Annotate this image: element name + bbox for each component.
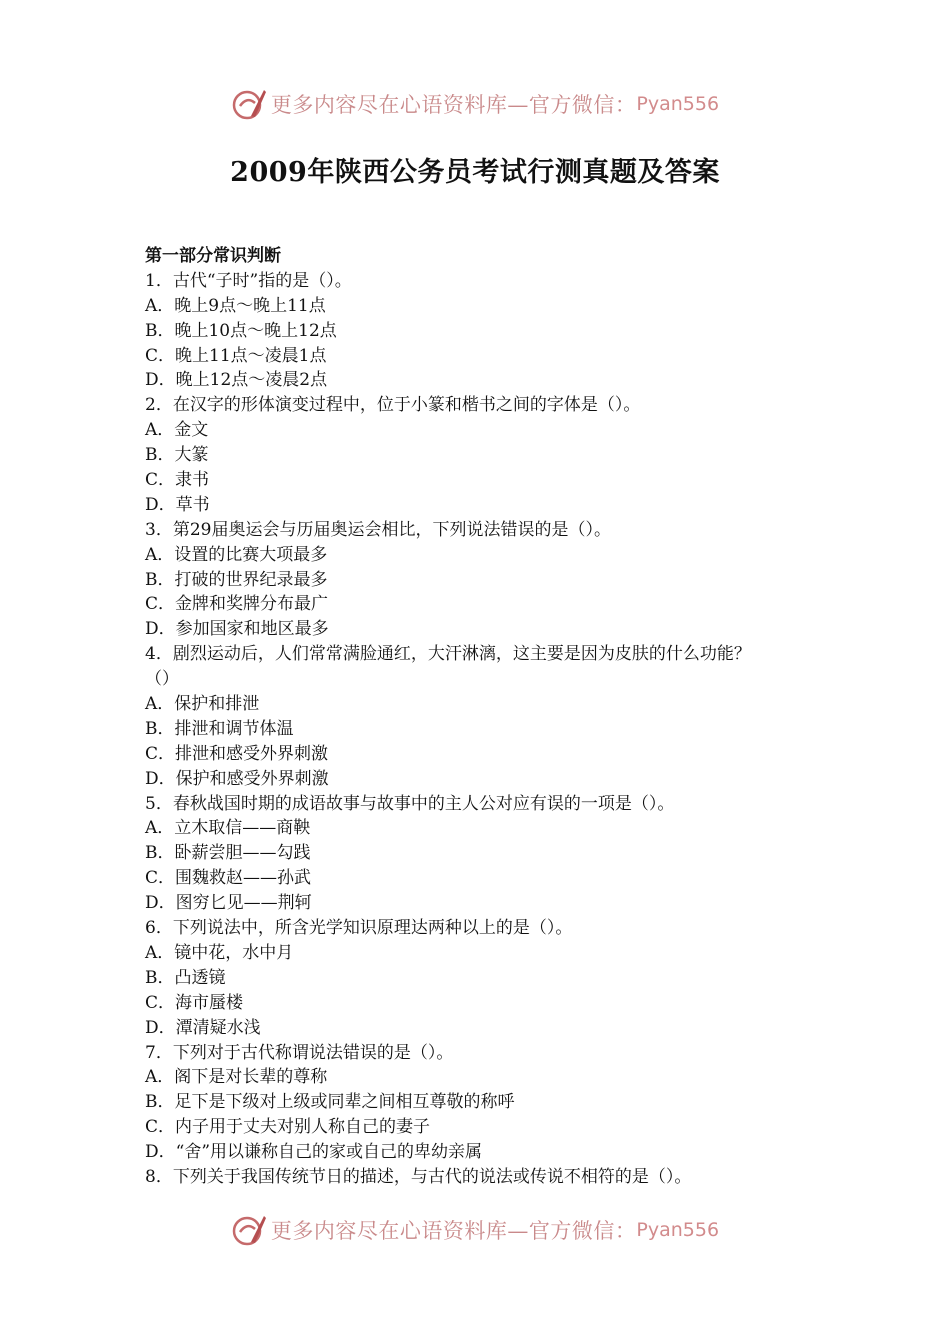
text-line: D．图穷匕见——荆轲 (145, 893, 312, 914)
text-line: D．晚上12点～凌晨2点 (145, 370, 328, 391)
banner-text: 更多内容尽在心语资料库—官方微信： (270, 93, 637, 117)
text-line: D．潭清疑水浅 (145, 1017, 261, 1038)
text-line: C．海市蜃楼 (145, 992, 244, 1013)
text-line: B．排泄和调节体温 (145, 718, 294, 739)
text-line: C．内子用于丈夫对别人称自己的妻子 (145, 1117, 431, 1138)
footer-banner (0, 1210, 950, 1250)
text-line: C．排泄和感受外界刺激 (145, 743, 329, 764)
text-line: C．金牌和奖牌分布最广 (145, 594, 329, 615)
text-line: 3．第29届奥运会与历届奥运会相比，下列说法错误的是（）。 (145, 519, 611, 540)
pen-logo-icon (231, 1212, 267, 1248)
text-line: B．打破的世界纪录最多 (145, 569, 328, 590)
text-line: C．晚上11点～凌晨1点 (145, 345, 327, 366)
header-banner (0, 84, 950, 124)
banner-wechat-id: Pyan556 (636, 93, 720, 115)
text-line: 7．下列对于古代称谓说法错误的是（）。 (145, 1042, 454, 1063)
pen-logo-icon (231, 86, 267, 122)
text-line: B．凸透镜 (145, 967, 226, 988)
text-line: 1．古代“子时”指的是（）。 (145, 270, 352, 291)
text-line: 4．剧烈运动后，人们常常满脸通红，大汗淋漓，这主要是因为皮肤的什么功能？ (145, 644, 751, 665)
text-line: 8．下列关于我国传统节日的描述，与古代的说法或传说不相符的是（）。 (145, 1166, 692, 1187)
text-line: D．“舍”用以谦称自己的家或自己的卑幼亲属 (145, 1142, 483, 1163)
text-line: B．足下是下级对上级或同辈之间相互尊敬的称呼 (145, 1092, 515, 1113)
banner-wechat-id: Pyan556 (636, 1219, 720, 1241)
text-line: D．保护和感受外界刺激 (145, 768, 329, 789)
text-line: D．草书 (145, 494, 210, 515)
text-line: B．晚上10点～晚上12点 (145, 320, 337, 341)
text-line: A．立木取信——商鞅 (145, 818, 311, 839)
text-line: （） (145, 669, 179, 690)
document-body (145, 244, 835, 1190)
text-line: B．大篆 (145, 445, 209, 466)
text-line: A．阁下是对长辈的尊称 (145, 1067, 328, 1088)
banner-text: 更多内容尽在心语资料库—官方微信： (270, 1219, 637, 1243)
text-line: 5．春秋战国时期的成语故事与故事中的主人公对应有误的一项是（）。 (145, 793, 675, 814)
text-line: 2．在汉字的形体演变过程中，位于小篆和楷书之间的字体是（）。 (145, 395, 641, 416)
section-heading: 第一部分常识判断 (145, 246, 281, 266)
text-line: C．隶书 (145, 470, 210, 491)
text-line: A．保护和排泄 (145, 694, 260, 715)
text-line: D．参加国家和地区最多 (145, 619, 329, 640)
text-line: A．镜中花，水中月 (145, 942, 294, 963)
text-line: 6．下列说法中，所含光学知识原理达两种以上的是（）。 (145, 918, 573, 939)
text-line: A．金文 (145, 420, 209, 441)
text-line: A．设置的比赛大项最多 (145, 544, 328, 565)
text-line: B．卧薪尝胆——勾践 (145, 843, 311, 864)
document-title: 2009年陕西公务员考试行测真题及答案 (230, 157, 720, 188)
text-line: A．晚上9点～晚上11点 (145, 295, 326, 316)
text-line: C．围魏救赵——孙武 (145, 868, 312, 889)
